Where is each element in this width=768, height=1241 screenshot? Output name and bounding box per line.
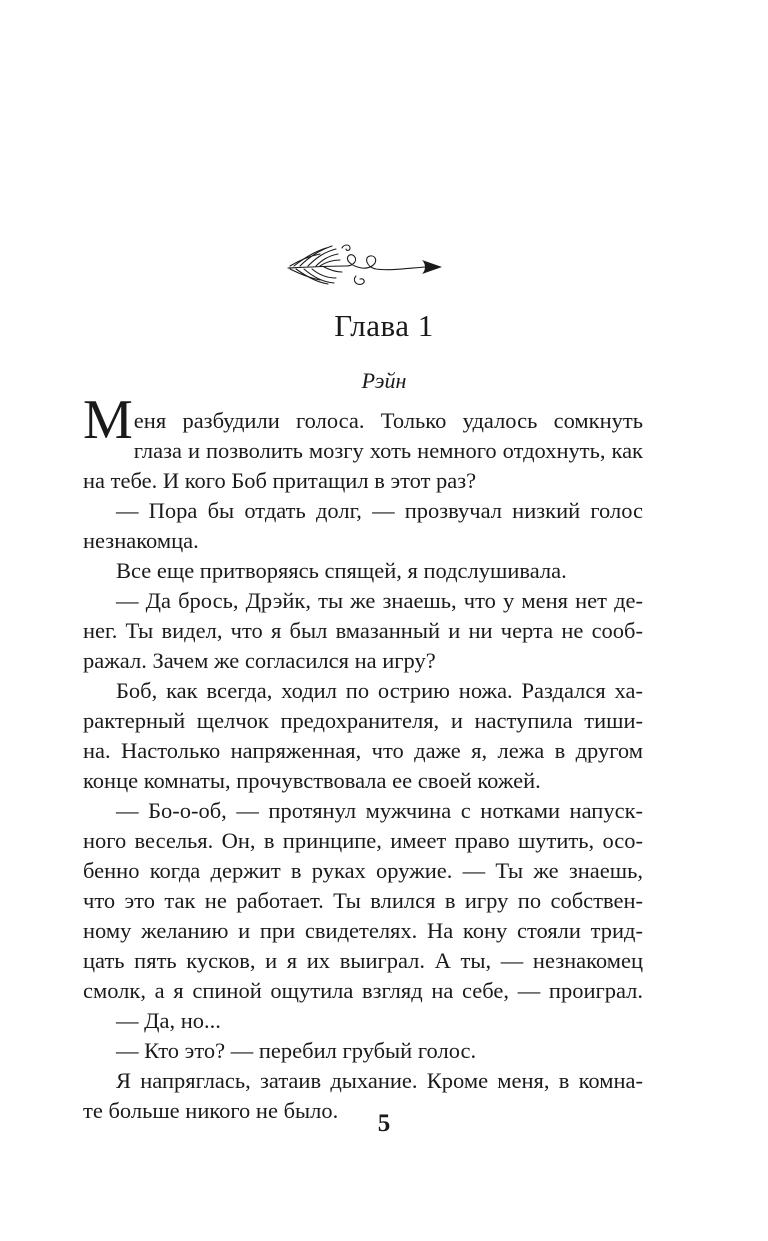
text-line: — Кто это? — перебил грубый голос. — [116, 1038, 477, 1063]
chapter-body — [83, 389, 643, 1126]
text-line: цать пять кусков, и я их выиграл. А ты, — незнакомец — [83, 948, 643, 973]
text-line: на тебе. И кого Боб притащил в этот раз? — [83, 468, 477, 493]
text-line: рактерный щелчок предохранителя, и наступила тиши- — [83, 708, 643, 733]
text-line: ражал. Зачем же согласился на игру? — [83, 648, 436, 673]
text-line: — Пора бы отдать долг, — прозвучал низкий голос — [116, 498, 643, 523]
text-line: незнакомца. — [83, 528, 199, 553]
page-number: 5 — [377, 1110, 391, 1137]
text-line: Я напряглась, затаив дыхание. Кроме меня, в комна- — [116, 1068, 643, 1093]
text-line: ного веселья. Он, в принципе, имеет право шутить, осо- — [83, 828, 643, 853]
text-line: нег. Ты видел, что я был вмазанный и ни черта не сооб- — [83, 618, 643, 643]
arrow-flourish-icon — [280, 236, 448, 296]
text-line: Все еще притворяясь спящей, я подслушивала. — [116, 558, 567, 583]
text-line: смолк, а я спиной ощутила взгляд на себе, — проиграл. — [83, 978, 643, 1003]
text-line: те больше никого не было. — [83, 1098, 339, 1123]
text-line: — Да, но... — [116, 1008, 221, 1033]
drop-cap: М — [83, 389, 133, 451]
text-line: Боб, как всегда, ходил по острию ножа. Раздался ха- — [116, 678, 643, 703]
chapter-title: Глава 1 — [334, 308, 434, 343]
text-line: бенно когда держит в руках оружие. — Ты же знаешь, — [83, 858, 643, 883]
pov-character-name: Рэйн — [361, 368, 407, 393]
text-line: — Да брось, Дрэйк, ты же знаешь, что у меня нет де- — [116, 588, 643, 613]
text-line-content: еня разбудили голоса. Только удалось сомкнуть — [133, 408, 643, 433]
text-line: на. Настолько напряженная, что даже я, лежа в другом — [83, 738, 643, 763]
text-line: что это так не работает. Ты влился в игру по собствен- — [83, 888, 643, 913]
text-line: глаза и позволить мозгу хоть немного отдохнуть, как — [133, 438, 643, 463]
text-line: конце комнаты, прочувствовала ее своей кожей. — [83, 768, 541, 793]
text-line: — Бо-о-об, — протянул мужчина с нотками напуск- — [116, 798, 643, 823]
text-line: ному желанию и при свидетелях. На кону стояли трид- — [83, 918, 643, 943]
